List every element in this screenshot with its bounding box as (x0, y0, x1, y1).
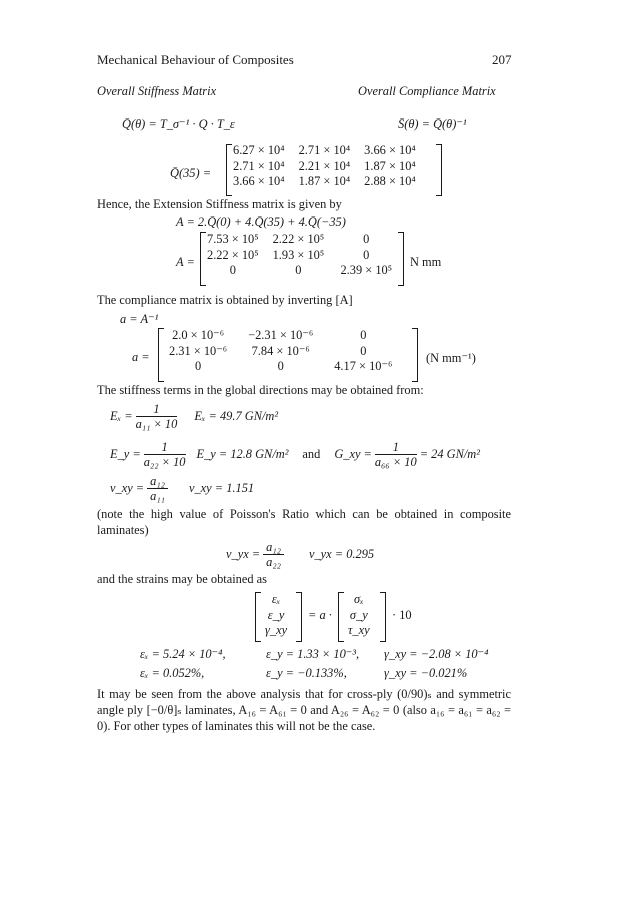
text-strains: and the strains may be obtained as (97, 572, 267, 586)
a-compliance-matrix (162, 328, 399, 375)
fraction (147, 474, 168, 504)
text-stiffness-terms: The stiffness terms in the global directions may be obtained from: (97, 383, 424, 397)
vector-cell: ε_y (267, 607, 285, 622)
eq-a-inverse: a = A⁻¹ (120, 312, 159, 326)
fraction (263, 540, 284, 570)
matrix-cell: 1.87 × 10⁴ (364, 158, 416, 173)
ey-lhs: E_y = (110, 447, 141, 462)
vector-bracket-right (296, 592, 302, 642)
strain-ey: ε_y = 1.33 × 10⁻³, (266, 647, 360, 661)
eq-sbar-theta: S̄(θ) = Q̄(θ)⁻¹ (398, 117, 467, 131)
matrix-cell: 2.39 × 10⁵ (340, 263, 393, 277)
gxy-lhs: G_xy = (334, 447, 372, 462)
stress-vector (341, 592, 377, 639)
fraction (136, 402, 178, 432)
fraction-num: a₁₂ (147, 474, 168, 489)
eq-vyx (226, 540, 374, 570)
eq-ex (110, 402, 278, 432)
vector-cell: τ_xy (348, 623, 370, 637)
vector-cell: εₓ (271, 592, 281, 606)
matrix-cell: 1.87 × 10⁴ (298, 174, 351, 188)
fraction-den: a₁₁ (150, 489, 165, 504)
vyx-result: ν_yx = 0.295 (308, 547, 375, 562)
matrix-cell: 1.93 × 10⁵ (272, 247, 325, 262)
note-poisson: (note the high value of Poisson's Ratio which can be obtained in composite laminates) (97, 507, 511, 538)
eq-ey-gxy (110, 440, 480, 470)
final-paragraph: It may be seen from the above analysis that for cross-ply (0/90)ₛ and symmetric angle ply [−0/θ]ₛ laminates, A₁₆ = A₆₁ = 0 and A₂₆ = A₆₂ = 0 (also a₁₆ = a₆₁ = a₆₂ = 0). For other types of laminates this will not be the case. (97, 687, 511, 734)
running-title: Mechanical Behaviour of Composites (97, 52, 294, 67)
fraction-den: a₆₆ × 10 (374, 455, 417, 470)
strain-vector (258, 592, 294, 639)
matrix-cell: 0 (295, 263, 302, 277)
matrix-cell: 0 (229, 263, 236, 277)
ex-lhs: Eₓ = (110, 409, 133, 424)
matrix-cell: 4.17 × 10⁻⁶ (334, 359, 393, 373)
fraction (144, 440, 186, 470)
compliance-title: Overall Compliance Matrix (358, 84, 496, 98)
fraction-den: a₁₁ × 10 (135, 417, 178, 432)
strain-gxy: γ_xy = −2.08 × 10⁻⁴ (384, 647, 489, 661)
fraction-num: 1 (144, 440, 186, 455)
a-matrix-unit: N mm (410, 255, 442, 269)
strain-gxy-pct: γ_xy = −0.021% (384, 666, 468, 680)
vyx-lhs: ν_yx = (226, 547, 261, 562)
eq-vxy (110, 474, 254, 504)
a-compliance-unit: (N mm⁻¹) (426, 351, 476, 365)
matrix-cell: 2.88 × 10⁴ (364, 174, 416, 188)
fraction-num: a₁₂ (263, 540, 284, 555)
strain-ey-pct: ε_y = −0.133%, (266, 666, 347, 680)
q35-matrix (226, 143, 423, 190)
text-compliance-inverting: The compliance matrix is obtained by inverting [A] (97, 293, 353, 307)
eq-a-sum: A = 2.Q̄(0) + 4.Q̄(35) + 4.Q̄(−35) (176, 215, 346, 229)
times-ten: · 10 (392, 608, 412, 622)
vector-cell: σₓ (354, 592, 364, 606)
matrix-cell: 0 (363, 247, 370, 262)
equals-a: = a · (308, 608, 332, 622)
fraction-num: 1 (375, 440, 417, 455)
matrix-bracket-right (412, 328, 418, 382)
a-matrix-label: A = (176, 255, 195, 269)
stiffness-title: Overall Stiffness Matrix (97, 84, 217, 98)
matrix-cell: 7.84 × 10⁻⁶ (251, 343, 310, 358)
matrix-cell: 2.71 × 10⁴ (233, 158, 285, 173)
matrix-cell: 0 (360, 343, 367, 358)
vector-cell: γ_xy (265, 623, 288, 637)
matrix-cell: 2.22 × 10⁵ (207, 247, 259, 262)
matrix-cell: 6.27 × 10⁴ (233, 143, 285, 157)
a-stiffness-matrix (200, 232, 401, 279)
vector-cell: σ_y (349, 607, 368, 622)
vxy-result: ν_xy = 1.151 (188, 481, 255, 496)
matrix-cell: 7.53 × 10⁵ (207, 232, 259, 246)
gxy-result: = 24 GN/m² (419, 447, 480, 462)
matrix-cell: 0 (277, 359, 284, 373)
matrix-cell: 3.66 × 10⁴ (233, 174, 285, 188)
matrix-cell: 0 (194, 359, 202, 373)
q35-label: Q̄(35) = (170, 166, 212, 180)
strain-ex-pct: εₓ = 0.052%, (140, 666, 205, 680)
compliance-matrix-label: a = (132, 350, 150, 364)
fraction-num: 1 (136, 402, 178, 417)
fraction-den: a₂₂ (266, 555, 281, 570)
and-word: and (302, 447, 321, 462)
page-number: 207 (492, 52, 512, 67)
strain-ex: εₓ = 5.24 × 10⁻⁴, (140, 647, 226, 661)
matrix-bracket-right (398, 232, 404, 286)
text-extension-stiffness: Hence, the Extension Stiffness matrix is given by (97, 197, 342, 211)
matrix-bracket-right (436, 144, 442, 196)
matrix-cell: 2.22 × 10⁵ (272, 232, 325, 246)
matrix-cell: 0 (363, 232, 370, 246)
matrix-cell: 3.66 × 10⁴ (364, 143, 416, 157)
matrix-cell: 2.31 × 10⁻⁶ (169, 343, 228, 358)
ex-result: Eₓ = 49.7 GN/m² (194, 409, 279, 424)
matrix-cell: 2.21 × 10⁴ (298, 158, 351, 173)
ey-result: E_y = 12.8 GN/m² (196, 447, 289, 462)
fraction-den: a₂₂ × 10 (143, 455, 186, 470)
matrix-cell: 2.71 × 10⁴ (298, 143, 351, 157)
matrix-cell: −2.31 × 10⁻⁶ (248, 328, 314, 342)
vector-bracket-right (380, 592, 386, 642)
matrix-cell: 0 (360, 328, 367, 342)
fraction (375, 440, 417, 470)
vxy-lhs: ν_xy = (110, 481, 145, 496)
matrix-cell: 2.0 × 10⁻⁶ (172, 328, 225, 342)
eq-qbar-theta: Q̄(θ) = T_σ⁻¹ · Q · T_ε (122, 117, 235, 131)
